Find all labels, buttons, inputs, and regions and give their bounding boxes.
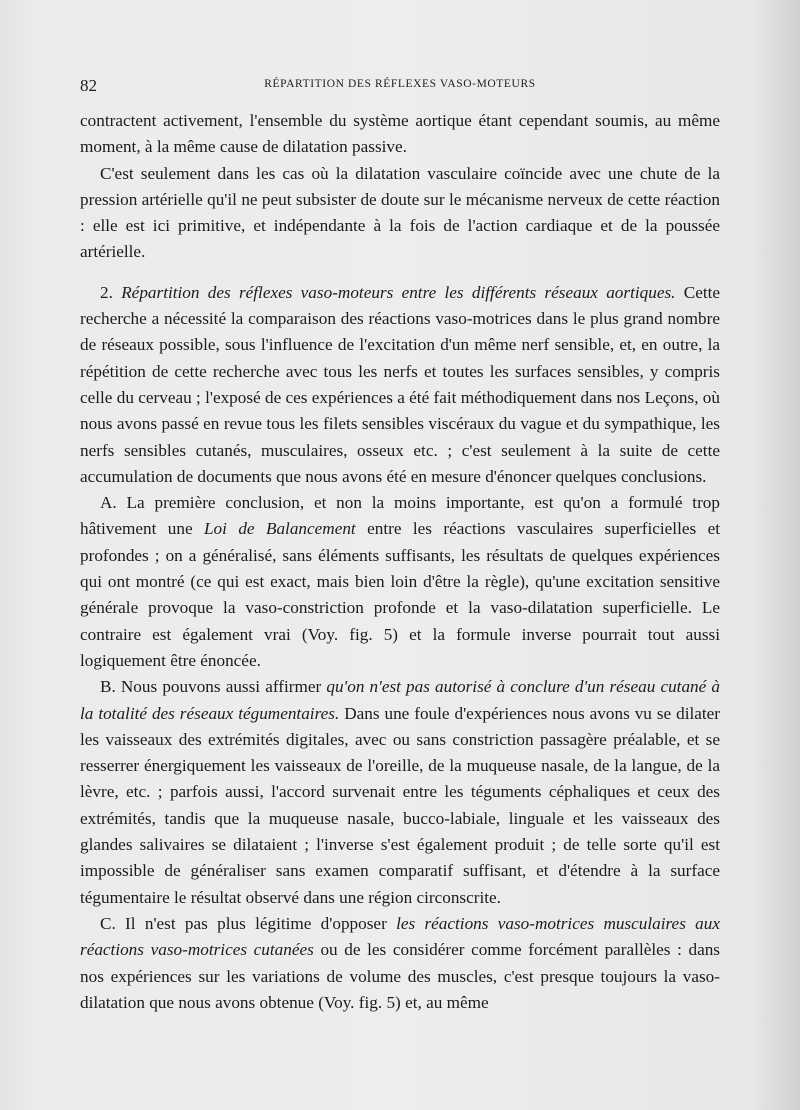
paragraph-conclusion-b xyxy=(80,674,720,911)
body-text xyxy=(80,108,720,1016)
paragraph-text: B. Nous pouvons aussi affirmer xyxy=(100,677,322,697)
paragraph-conclusion-a xyxy=(80,490,720,674)
paragraph-text: A. La première conclusion, et non la moins importante, est qu'on a formulé trop hâtivement une xyxy=(80,493,720,539)
paragraph-text: ou de les considérer comme forcément parallèles : dans nos expériences sur les variations de volume des muscles, c'est presque toujours la vaso-dilatation que nous avons obtenue (Voy. fig. 5) et, au même xyxy=(80,940,720,1012)
paragraph-continued xyxy=(80,108,720,161)
emphasis-text: les réactions vaso-motrices musculaires aux réactions vaso-motrices cutanées xyxy=(80,913,720,960)
page-header xyxy=(80,76,720,98)
emphasis-text: Loi de Balancement xyxy=(204,519,356,539)
paragraph-section-2 xyxy=(80,280,720,490)
section-number: 2. xyxy=(100,282,113,302)
paragraph-pressure xyxy=(80,161,720,266)
section-title: Répartition des réflexes vaso-moteurs entre les différents réseaux aortiques. xyxy=(121,282,676,302)
emphasis-text: qu'on n'est pas autorisé à conclure d'un réseau cutané à la totalité des réseaux tégumentaires. xyxy=(80,677,720,723)
paragraph-text: C. Il n'est pas plus légitime d'opposer xyxy=(100,913,387,933)
paragraph-text: entre les réactions vasculaires superficielles et profondes ; on a généralisé, sans éléments suffisants, les résultats de quelques expériences qui ont montré (ce qui est exact, mais bien loin d'être la règle), qu'une excitation sensitive générale provoque la vaso-constriction profonde et la vaso-dilatation superficielle. Le contraire est également vrai (Voy. fig. 5) et la formule inverse pourrait tout aussi logiquement être énoncée. xyxy=(80,519,720,670)
paragraph-text: Cette recherche a nécessité la comparaison des réactions vaso-motrices dans le plus grand nombre de réseaux possible, sous l'influence de l'excitation d'un même nerf sensible, et, en outre, la répétition de cette recherche avec tous les nerfs et toutes les surfaces sensibles, y compris celle du cerveau ; l'exposé de ces expériences a été fait méthodiquement dans nos Leçons, où nous avons passé en revue tous les filets sensibles viscéraux du vague et du sympathique, les nerfs sensibles cutanés, musculaires, osseux etc. ; c'est seulement à la suite de cette accumulation de documents que nous avons été en mesure d'énoncer quelques conclusions. xyxy=(80,282,721,486)
paragraph-text: Dans une foule d'expériences nous avons vu se dilater les vaisseaux des extrémités digitales, avec ou sans constriction passagère préalable, et se resserrer énergiquement les vaisseaux de l'oreille, de la muqueuse nasale, de la langue, de la lèvre, etc. ; parfois aussi, l'accord survenait entre les téguments céphaliques et ceux des extrémités, tandis que la muqueuse nasale, bucco-labiale, linguale et les vaisseaux des glandes salivaires se dilataient ; l'inverse s'est également produit ; de telle sorte qu'il est impossible de généraliser sans examen comparatif suffisant, et d'étendre à la surface tégumentaire le résultat observé dans une région circonscrite. xyxy=(80,703,721,907)
paragraph-conclusion-c xyxy=(80,911,720,1016)
paragraph-text: C'est seulement dans les cas où la dilatation vasculaire coïncide avec une chute de la pression artérielle qu'il ne peut subsister de doute sur le mécanisme nerveux de cette réaction : elle est ici primitive, et indépendante à la fois de l'action cardiaque et de la poussée artérielle. xyxy=(80,163,720,262)
paragraph-text: contractent activement, l'ensemble du système aortique étant cependant soumis, au même moment, à la même cause de dilatation passive. xyxy=(80,111,720,157)
running-head: RÉPARTITION DES RÉFLEXES VASO-MOTEURS xyxy=(264,78,536,90)
page-number: 82 xyxy=(80,76,97,95)
